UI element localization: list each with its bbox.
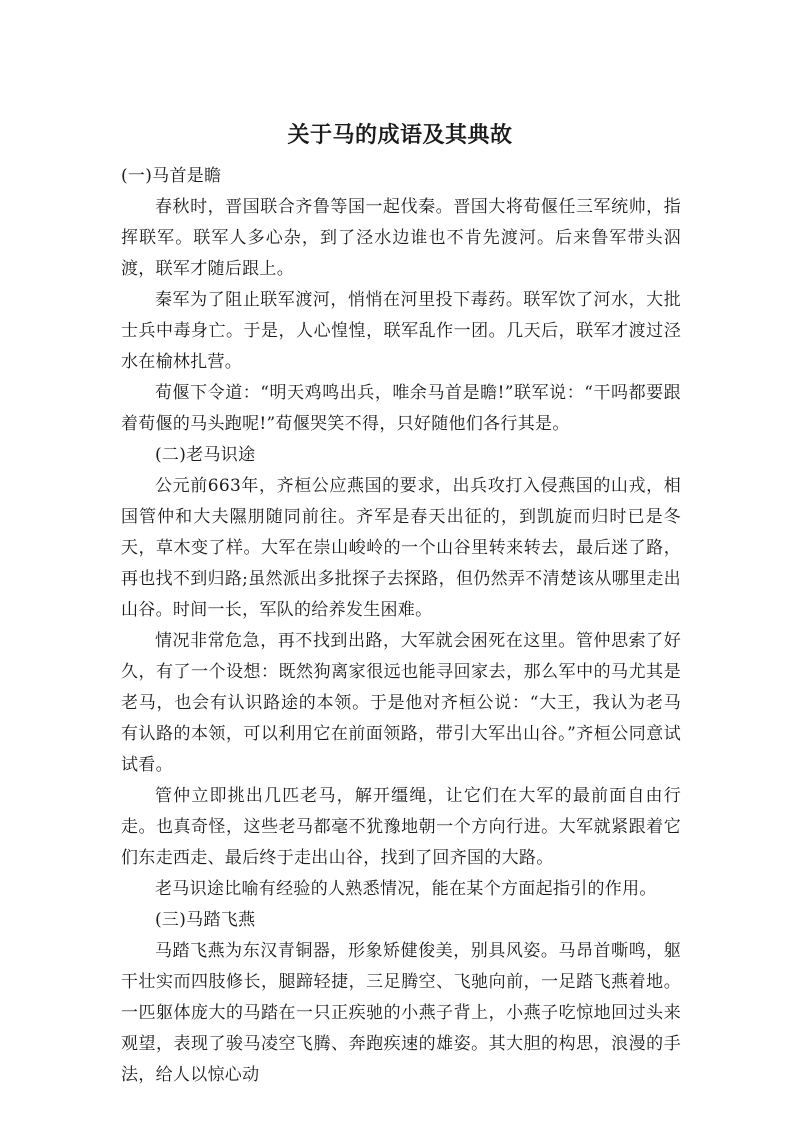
section-heading: (二)老马识途 <box>155 445 256 465</box>
paragraph: 春秋时，晋国联合齐鲁等国一起伐秦。晋国大将荀偃任三军统帅，指挥联军。联军人多心杂，到了泾水边谁也不肯先渡河。后来鲁军带头泅渡，联军才随后跟上。 <box>121 197 681 279</box>
paragraph: 马踏飞燕为东汉青铜器，形象矫健俊美，别具风姿。马昂首嘶鸣，躯干壮实而四肢修长，腿蹄轻捷，三足腾空、飞驰向前，一足踏飞燕着地。一匹躯体庞大的马踏在一只正疾驰的小燕子背上，小燕子吃惊地回过头来观望，表现了骏马凌空飞腾、奔跑疾速的雄姿。其大胆的构思，浪漫的手法，给人以惊心动 <box>121 941 681 1085</box>
paragraph: 情况非常危急，再不找到出路，大军就会困死在这里。管仲思索了好久，有了一个设想：既然狗离家很远也能寻回家去，那么军中的马尤其是老马，也会有认识路途的本领。于是他对齐桓公说：“大王，我认为老马有认路的本领，可以利用它在前面领路，带引大军出山谷。”齐桓公同意试试看。 <box>121 631 681 775</box>
paragraph: 老马识途比喻有经验的人熟悉情况，能在某个方面起指引的作用。 <box>155 879 657 899</box>
paragraph: 荀偃下令道：“明天鸡鸣出兵，唯余马首是瞻!”联军说：“干吗都要跟着荀偃的马头跑呢!”荀偃哭笑不得，只好随他们各行其是。 <box>121 383 681 434</box>
paragraph: 秦军为了阻止联军渡河，悄悄在河里投下毒药。联军饮了河水，大批士兵中毒身亡。于是，人心惶惶，联军乱作一团。几天后，联军才渡过泾水在榆林扎营。 <box>121 290 681 372</box>
section-heading: (三)马踏飞燕 <box>155 910 256 930</box>
document-body <box>121 161 681 1091</box>
page-title: 关于马的成语及其典故 <box>287 123 513 148</box>
paragraph: 管仲立即挑出几匹老马，解开缰绳，让它们在大军的最前面自由行走。也真奇怪，这些老马都毫不犹豫地朝一个方向行进。大军就紧跟着它们东走西走、最后终于走出山谷，找到了回齐国的大路。 <box>121 786 681 868</box>
paragraph: 公元前663年，齐桓公应燕国的要求，出兵攻打入侵燕国的山戎，相国管仲和大夫隰朋随同前往。齐军是春天出征的，到凯旋而归时已是冬天，草木变了样。大军在崇山峻岭的一个山谷里转来转去，最后迷了路，再也找不到归路;虽然派出多批探子去探路，但仍然弄不清楚该从哪里走出山谷。时间一长，军队的给养发生困难。 <box>121 476 681 620</box>
section-heading: (一)马首是瞻 <box>121 166 222 186</box>
